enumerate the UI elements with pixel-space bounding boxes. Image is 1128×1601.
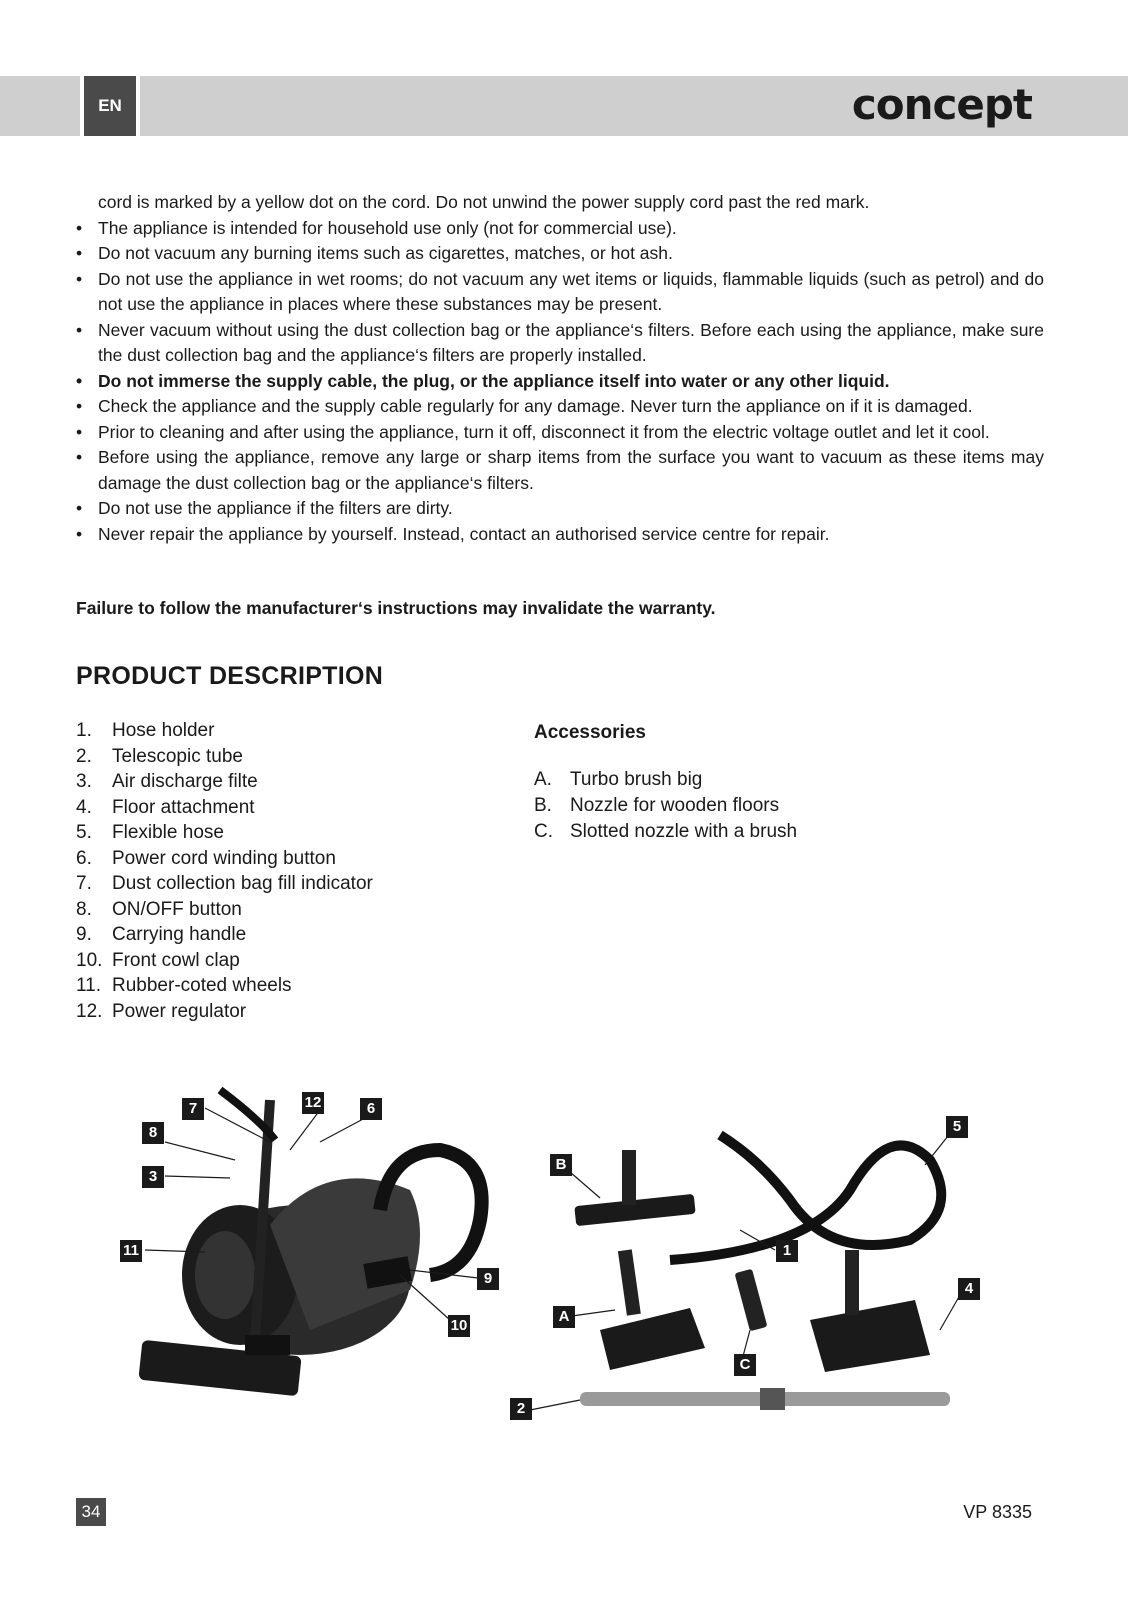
safety-bullet: • Never vacuum without using the dust collection bag or the appliance‘s filters. Before each using the appliance, make sure the dust collection bag and the appliance‘s filters are properly installed. — [76, 318, 1044, 369]
list-item: 4. Floor attachment — [76, 796, 255, 818]
vacuum-illustration — [110, 1080, 1010, 1440]
safety-bullet: • Prior to cleaning and after using the appliance, turn it off, disconnect it from the electric voltage outlet and let it cool. — [76, 420, 1044, 446]
callout-4: 4 — [958, 1278, 980, 1300]
list-item: 2. Telescopic tube — [76, 745, 243, 767]
safety-bullet: • Do not use the appliance in wet rooms; do not vacuum any wet items or liquids, flammable liquids (such as petrol) and do not use the appliance in places where these substances may be present. — [76, 267, 1044, 318]
list-item: 7. Dust collection bag fill indicator — [76, 873, 373, 894]
callout-8: 8 — [142, 1122, 164, 1144]
callout-10: 10 — [448, 1315, 470, 1337]
list-item: A. Turbo brush big — [534, 769, 703, 790]
list-item: 11. Rubber-coted wheels — [76, 975, 292, 996]
list-item: 12. Power regulator — [76, 1000, 247, 1022]
list-item: 5. Flexible hose — [76, 822, 224, 843]
safety-bullet: • Never repair the appliance by yourself. Instead, contact an authorised service centre for repair. — [76, 522, 1044, 548]
safety-bullet: • The appliance is intended for household use only (not for commercial use). — [76, 216, 1044, 242]
product-illustration — [110, 1080, 1010, 1440]
accessories-title: Accessories — [534, 722, 646, 743]
list-item: 6. Power cord winding button — [76, 847, 336, 869]
safety-bullet: • Do not vacuum any burning items such as cigarettes, matches, or hot ash. — [76, 241, 1044, 267]
callout-6: 6 — [360, 1098, 382, 1120]
callout-C: C — [734, 1354, 756, 1376]
list-item: 8. ON/OFF button — [76, 898, 242, 920]
accessories-list — [534, 767, 797, 845]
safety-text — [76, 190, 1044, 547]
callout-3: 3 — [142, 1166, 164, 1188]
model-number: VP 8335 — [963, 1502, 1032, 1522]
callout-1: 1 — [776, 1240, 798, 1262]
safety-bullet: • Do not use the appliance if the filters are dirty. — [76, 496, 1044, 522]
safety-bullet: • Before using the appliance, remove any large or sharp items from the surface you want to vacuum as these items may damage the dust collection bag or the appliance‘s filters. — [76, 445, 1044, 496]
callout-7: 7 — [182, 1098, 204, 1120]
parts-list — [76, 718, 373, 1024]
safety-bullet: • Check the appliance and the supply cable regularly for any damage. Never turn the appliance on if it is damaged. — [76, 394, 1044, 420]
language-badge: EN — [80, 76, 140, 136]
callout-2: 2 — [510, 1398, 532, 1420]
list-item: 9. Carrying handle — [76, 924, 247, 945]
callout-9: 9 — [477, 1268, 499, 1290]
page-number: 34 — [76, 1498, 106, 1526]
callout-A: A — [553, 1306, 575, 1328]
warranty-note: Failure to follow the manufacturer‘s instructions may invalidate the warranty. — [76, 598, 716, 618]
list-item: 10. Front cowl clap — [76, 949, 240, 971]
list-item: 1. Hose holder — [76, 720, 215, 741]
callout-5: 5 — [946, 1116, 968, 1138]
section-title: PRODUCT DESCRIPTION — [76, 662, 384, 690]
list-item: C. Slotted nozzle with a brush — [534, 821, 798, 842]
intro-continuation: cord is marked by a yellow dot on the cord. Do not unwind the power supply cord past the red mark. — [98, 192, 870, 212]
list-item: 3. Air discharge filte — [76, 771, 258, 792]
callout-B: B — [550, 1154, 572, 1176]
list-item: B. Nozzle for wooden floors — [534, 795, 780, 816]
safety-bullet-bold: • Do not immerse the supply cable, the plug, or the appliance itself into water or any other liquid. — [76, 369, 1044, 395]
callout-11: 11 — [120, 1240, 142, 1262]
callout-12: 12 — [302, 1092, 324, 1114]
safety-list — [76, 216, 1044, 548]
brand-logo: concept — [851, 80, 1032, 129]
